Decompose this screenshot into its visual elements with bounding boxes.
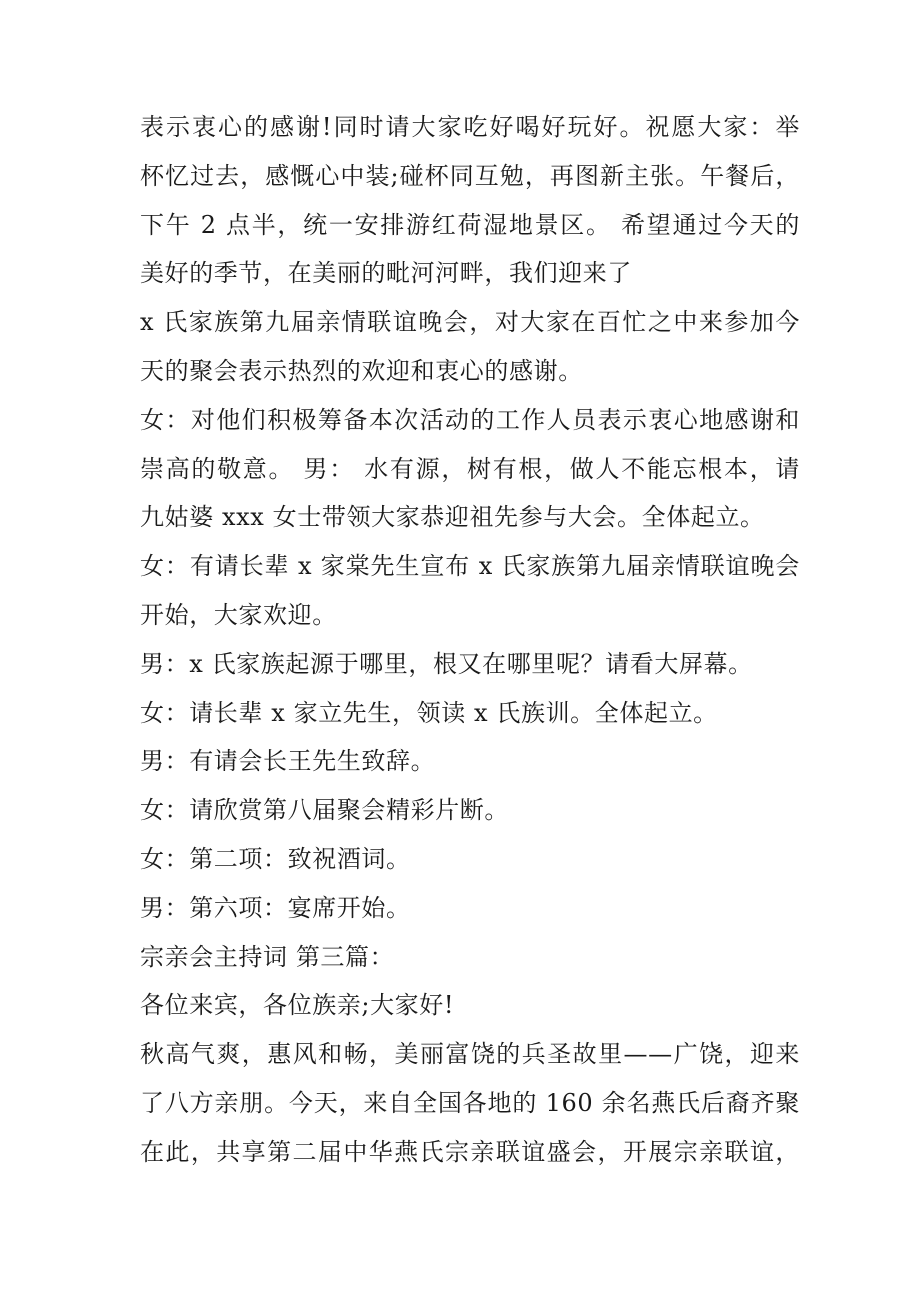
text-line: 天的聚会表示热烈的欢迎和衷心的感谢。 <box>140 356 583 385</box>
text-line: 女：对他们积极筹备本次活动的工作人员表示衷心地感谢和 <box>140 405 800 434</box>
text-line: 女：请长辈 x 家立先生，领读 x 氏族训。全体起立。 <box>140 698 718 727</box>
text-line: 在此，共享第二届中华燕氏宗亲联谊盛会，开展宗亲联谊， <box>140 1137 800 1166</box>
text-line: 了八方亲朋。今天，来自全国各地的 160 余名燕氏后裔齐聚 <box>140 1088 800 1117</box>
text-line: x 氏家族第九届亲情联谊晚会，对大家在百忙之中来参加今 <box>140 308 800 337</box>
text-line: 杯忆过去，感慨心中装;碰杯同互勉，再图新主张。午餐后， <box>140 161 800 190</box>
text-line: 下午 2 点半，统一安排游红荷湿地景区。 希望通过今天的 <box>140 210 800 239</box>
text-line: 表示衷心的感谢!同时请大家吃好喝好玩好。祝愿大家：举 <box>140 113 800 141</box>
text-line: 开始，大家欢迎。 <box>140 600 337 629</box>
text-line: 女：请欣赏第八届聚会精彩片断。 <box>140 796 509 825</box>
text-line: 男：x 氏家族起源于哪里，根又在哪里呢？请看大屏幕。 <box>140 649 753 678</box>
text-line: 男：第六项：宴席开始。 <box>140 893 411 922</box>
text-line: 男：有请会长王先生致辞。 <box>140 747 436 776</box>
document-body <box>140 103 800 1177</box>
section-heading: 宗亲会主持词 第三篇： <box>140 942 395 971</box>
text-line: 美好的季节，在美丽的毗河河畔，我们迎来了 <box>140 259 632 288</box>
text-line: 九姑婆 xxx 女士带领大家恭迎祖先参与大会。全体起立。 <box>140 503 765 532</box>
text-line: 女：有请长辈 x 家棠先生宣布 x 氏家族第九届亲情联谊晚会 <box>140 552 800 581</box>
text-line: 各位来宾，各位族亲;大家好! <box>140 991 455 1020</box>
text-line: 崇高的敬意。 男： 水有源，树有根，做人不能忘根本，请 <box>140 454 800 483</box>
text-line: 秋高气爽，惠风和畅，美丽富饶的兵圣故里——广饶，迎来 <box>140 1040 800 1069</box>
text-line: 女：第二项：致祝酒词。 <box>140 844 411 873</box>
